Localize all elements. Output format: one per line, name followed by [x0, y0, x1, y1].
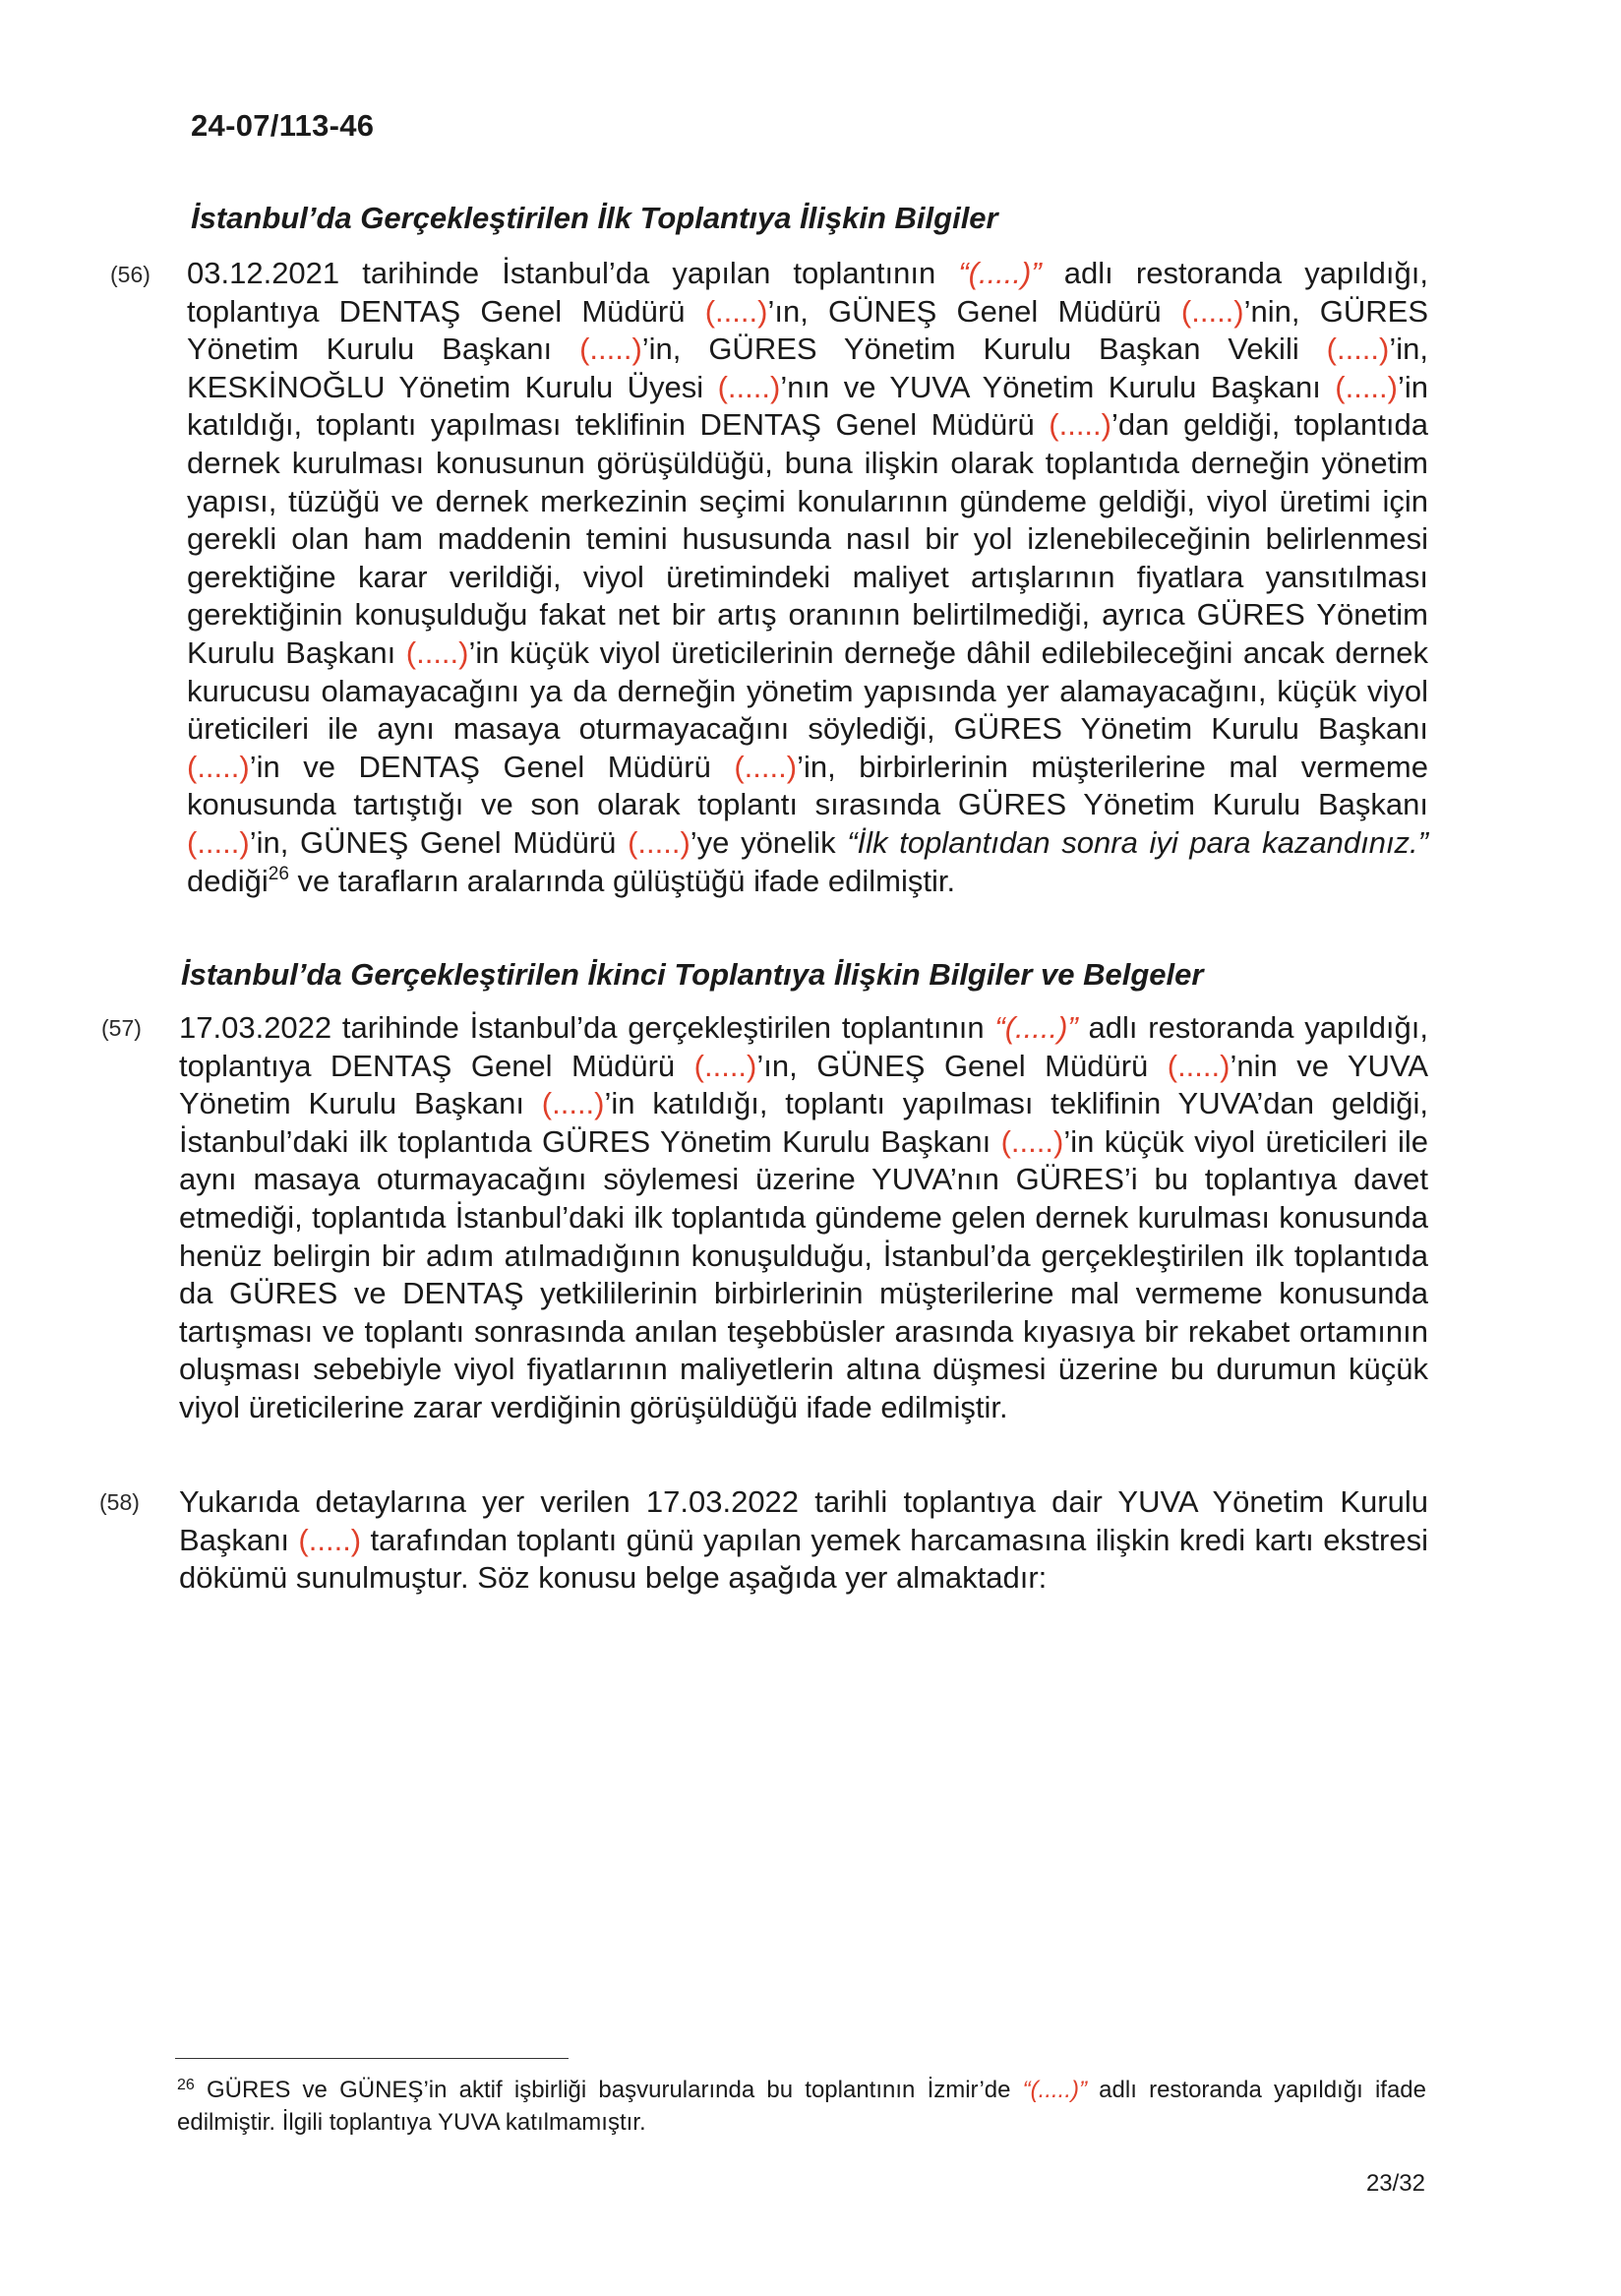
redacted-name: (.....) [1049, 407, 1111, 443]
page-number: 23/32 [1365, 2170, 1425, 2197]
redacted-name: (.....) [1000, 1123, 1064, 1159]
paragraph-number: (57) [101, 1015, 142, 1041]
redacted-name: (.....) [1167, 1048, 1231, 1083]
text: ve tarafların aralarında gülüştüğü ifade edilmiştir. [288, 863, 956, 898]
text: ’in katıldığı, toplantı yapılması teklifinin DENTAŞ Genel Müdürü [187, 369, 1428, 443]
redacted-name: “(.....)” [958, 256, 1042, 290]
footnote-reference: 26 [268, 863, 289, 884]
redacted-name: (.....) [693, 1048, 757, 1083]
redacted-name: (.....) [734, 749, 798, 784]
text: ’in, KESKİNOĞLU Yönetim Kurulu Üyesi [187, 332, 1428, 404]
redacted-name: (.....) [541, 1086, 605, 1121]
text: ’ın, GÜNEŞ Genel Müdürü [767, 293, 1181, 329]
footnote-number: 26 [177, 2077, 195, 2093]
document-number: 24-07/113-46 [191, 108, 375, 143]
redacted-name: “(.....)” [1022, 2077, 1087, 2103]
redacted-name: (.....) [298, 1522, 362, 1557]
footnote-separator [175, 2058, 569, 2059]
text: ’in, birbirlerinin müşterilerine mal vermeme konusunda tartıştığı ve son olarak toplantı sırasında GÜRES Yönetim Kurulu Başkanı [187, 749, 1428, 822]
text: ’in ve DENTAŞ Genel Müdürü [249, 749, 735, 784]
text: adlı restoranda yapıldığı ifade edilmiştir. İlgili toplantıya YUVA katılmamıştır. [177, 2077, 1426, 2136]
text: 17.03.2022 tarihinde İstanbul’da gerçekleştirilen toplantının [179, 1010, 995, 1045]
text: ’in küçük viyol üreticilerinin derneğe dâhil edilebileceğini ancak dernek kurucusu olamayacağını ya da derneğin yönetim yapısında yer alamayacağını, küçük viyol üreticileri ile aynı masaya oturmayacağını söylediği, GÜRES Yönetim Kurulu Başkanı [187, 634, 1428, 747]
text: ’nin ve YUVA Yönetim Kurulu Başkanı [179, 1048, 1428, 1121]
text: dediği [187, 863, 269, 898]
paragraph-number: (58) [99, 1489, 140, 1515]
text: ’in, GÜRES Yönetim Kurulu Başkan Vekili [641, 332, 1327, 367]
text: Yukarıda detaylarına yer verilen 17.03.2022 tarihli toplantıya dair YUVA Yönetim Kurulu Başkanı [179, 1484, 1428, 1557]
paragraph-56 [187, 255, 1428, 900]
redacted-name: (.....) [187, 824, 250, 860]
section-heading-first-meeting: İstanbul’da Gerçekleştirilen İlk Toplantıya İlişkin Bilgiler [191, 201, 998, 235]
paragraph-57 [179, 1009, 1428, 1427]
redacted-name: (.....) [1326, 332, 1390, 367]
text: ’in katıldığı, toplantı yapılması teklifinin YUVA’dan geldiği, İstanbul’daki ilk toplantıda GÜRES Yönetim Kurulu Başkanı [179, 1086, 1428, 1159]
redacted-name: (.....) [1180, 293, 1244, 329]
redacted-name: (.....) [405, 634, 469, 670]
redacted-name: “(.....)” [994, 1010, 1078, 1045]
text: ’ye yönelik [690, 824, 848, 860]
redacted-name: (.....) [717, 369, 781, 404]
text: GÜRES ve GÜNEŞ’in aktif işbirliği başvurularında bu toplantının İzmir’de [194, 2077, 1023, 2103]
redacted-name: (.....) [579, 332, 642, 367]
redacted-name: (.....) [628, 824, 690, 860]
redacted-name: (.....) [704, 293, 768, 329]
paragraph-number: (56) [110, 262, 150, 287]
text: 03.12.2021 tarihinde İstanbul’da yapılan toplantının [187, 256, 959, 290]
text: ’nin, GÜRES Yönetim Kurulu Başkanı [187, 293, 1428, 367]
redacted-name: (.....) [187, 749, 250, 784]
text: tarafından toplantı günü yapılan yemek harcamasına ilişkin kredi kartı ekstresi dökümü sunulmuştur. Söz konusu belge aşağıda yer almaktadır: [179, 1522, 1428, 1596]
redacted-name: (.....) [1335, 369, 1398, 404]
text: ’dan geldiği, toplantıda dernek kurulması konusunun görüşüldüğü, buna ilişkin olarak toplantıda derneğin yönetim yapısı, tüzüğü ve dernek merkezinin seçimi konularının gündeme geldiği, viyol üretimi için gerekli olan ham maddenin temini hususunda nasıl bir yol izlenebileceğinin belirlenmesi gerektiğine karar verildiği, viyol üretimindeki maliyet artışlarının fiyatlara yansıtılması gerektiğinin konuşulduğu fakat net bir artış oranının belirtilmediği, ayrıca GÜRES Yönetim Kurulu Başkanı [187, 407, 1428, 670]
text: ’ın, GÜNEŞ Genel Müdürü [756, 1048, 1168, 1083]
text: ’in, GÜNEŞ Genel Müdürü [249, 824, 629, 860]
text: ’nın ve YUVA Yönetim Kurulu Başkanı [780, 369, 1336, 404]
footnote-26 [177, 2074, 1426, 2139]
paragraph-58 [179, 1483, 1428, 1598]
text: adlı restoranda yapıldığı, toplantıya DENTAŞ Genel Müdürü [179, 1010, 1429, 1083]
quotation: “İlk toplantıdan sonra iyi para kazandınız.” [847, 824, 1428, 860]
text: ’in küçük viyol üreticileri ile aynı masaya oturmayacağını söylemesi üzerine YUVA’nın GÜRES’i bu toplantıya davet etmediği, toplantıda İstanbul’daki ilk toplantıda gündeme gelen dernek kurulması konusunda henüz belirgin bir adım atılmadığının konuşulduğu, İstanbul’da gerçekleştirilen ilk toplantıda da GÜRES ve DENTAŞ yetkililerinin birbirlerinin müşterilerine mal vermeme konusunda tartışması ve toplantı sonrasında anılan teşebbüsler arasında kıyasıya bir rekabet ortamının oluşması sebebiyle viyol fiyatlarının maliyetlerin altına düşmesi üzerine bu durumun küçük viyol üreticilerine zarar verdiğinin görüşüldüğü ifade edilmiştir. [179, 1123, 1428, 1424]
text: adlı restoranda yapıldığı, toplantıya DENTAŞ Genel Müdürü [187, 256, 1428, 329]
section-heading-second-meeting: İstanbul’da Gerçekleştirilen İkinci Toplantıya İlişkin Bilgiler ve Belgeler [181, 957, 1204, 992]
